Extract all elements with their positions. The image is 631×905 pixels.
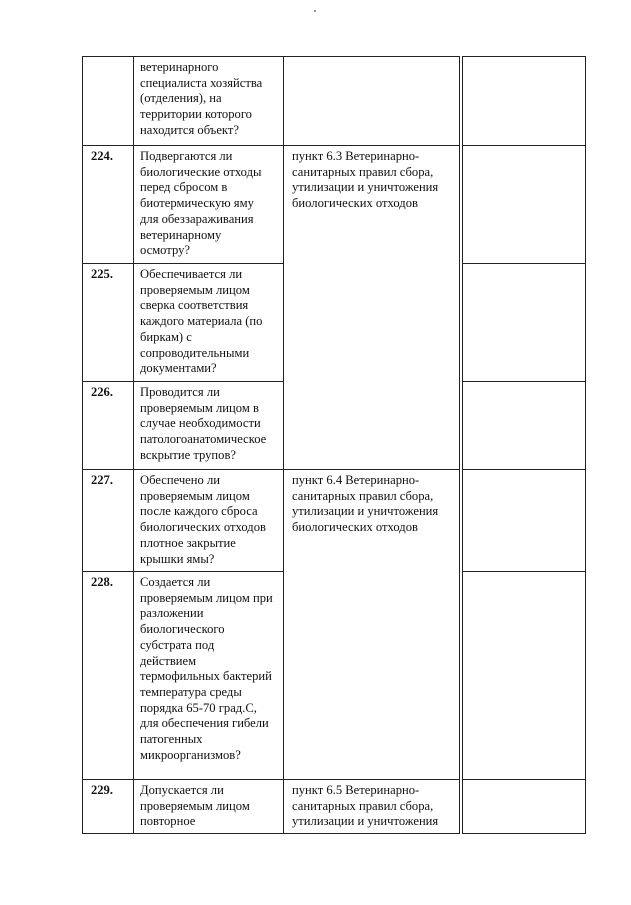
question-cell: Обеспечивается ли проверяемым лицом сверка соответствия каждого материала (по биркам) с сопроводительными документами? (134, 264, 284, 382)
answer-cell (463, 146, 586, 264)
row-number: 228. (83, 572, 134, 780)
answer-cell (463, 572, 586, 780)
table-row (83, 146, 586, 264)
answer-cell (463, 382, 586, 470)
row-number (83, 57, 134, 146)
table-row (83, 57, 586, 146)
answer-cell (463, 264, 586, 382)
row-number: 225. (83, 264, 134, 382)
reference-cell (284, 57, 460, 146)
question-cell: ветеринарного специалиста хозяйства (отделения), на территории которого находится объект? (134, 57, 284, 146)
answer-cell (463, 470, 586, 572)
scan-speck (314, 10, 316, 12)
table-row (83, 780, 586, 834)
question-cell: Проводится ли проверяемым лицом в случае необходимости патологоанатомическое вскрытие трупов? (134, 382, 284, 470)
reference-cell: пункт 6.4 Ветеринарно- санитарных правил сбора, утилизации и уничтожения биологических отходов (284, 470, 460, 780)
row-number: 229. (83, 780, 134, 834)
reference-cell: пункт 6.3 Ветеринарно- санитарных правил сбора, утилизации и уничтожения биологических отходов (284, 146, 460, 470)
answer-cell (463, 780, 586, 834)
row-number: 224. (83, 146, 134, 264)
question-cell: Допускается ли проверяемым лицом повторное (134, 780, 284, 834)
question-cell: Подвергаются ли биологические отходы перед сбросом в биотермическую яму для обеззараживания ветеринарному осмотру? (134, 146, 284, 264)
question-cell: Обеспечено ли проверяемым лицом после каждого сброса биологических отходов плотное закрытие крышки ямы? (134, 470, 284, 572)
reference-cell: пункт 6.5 Ветеринарно- санитарных правил сбора, утилизации и уничтожения (284, 780, 460, 834)
question-cell: Создается ли проверяемым лицом при разложении биологического субстрата под действием термофильных бактерий температура среды порядка 65-70 град.С, для обеспечения гибели патогенных микроорганизмов? (134, 572, 284, 780)
row-number: 226. (83, 382, 134, 470)
answer-cell (463, 57, 586, 146)
checklist-table (82, 56, 586, 834)
table-row (83, 470, 586, 572)
row-number: 227. (83, 470, 134, 572)
